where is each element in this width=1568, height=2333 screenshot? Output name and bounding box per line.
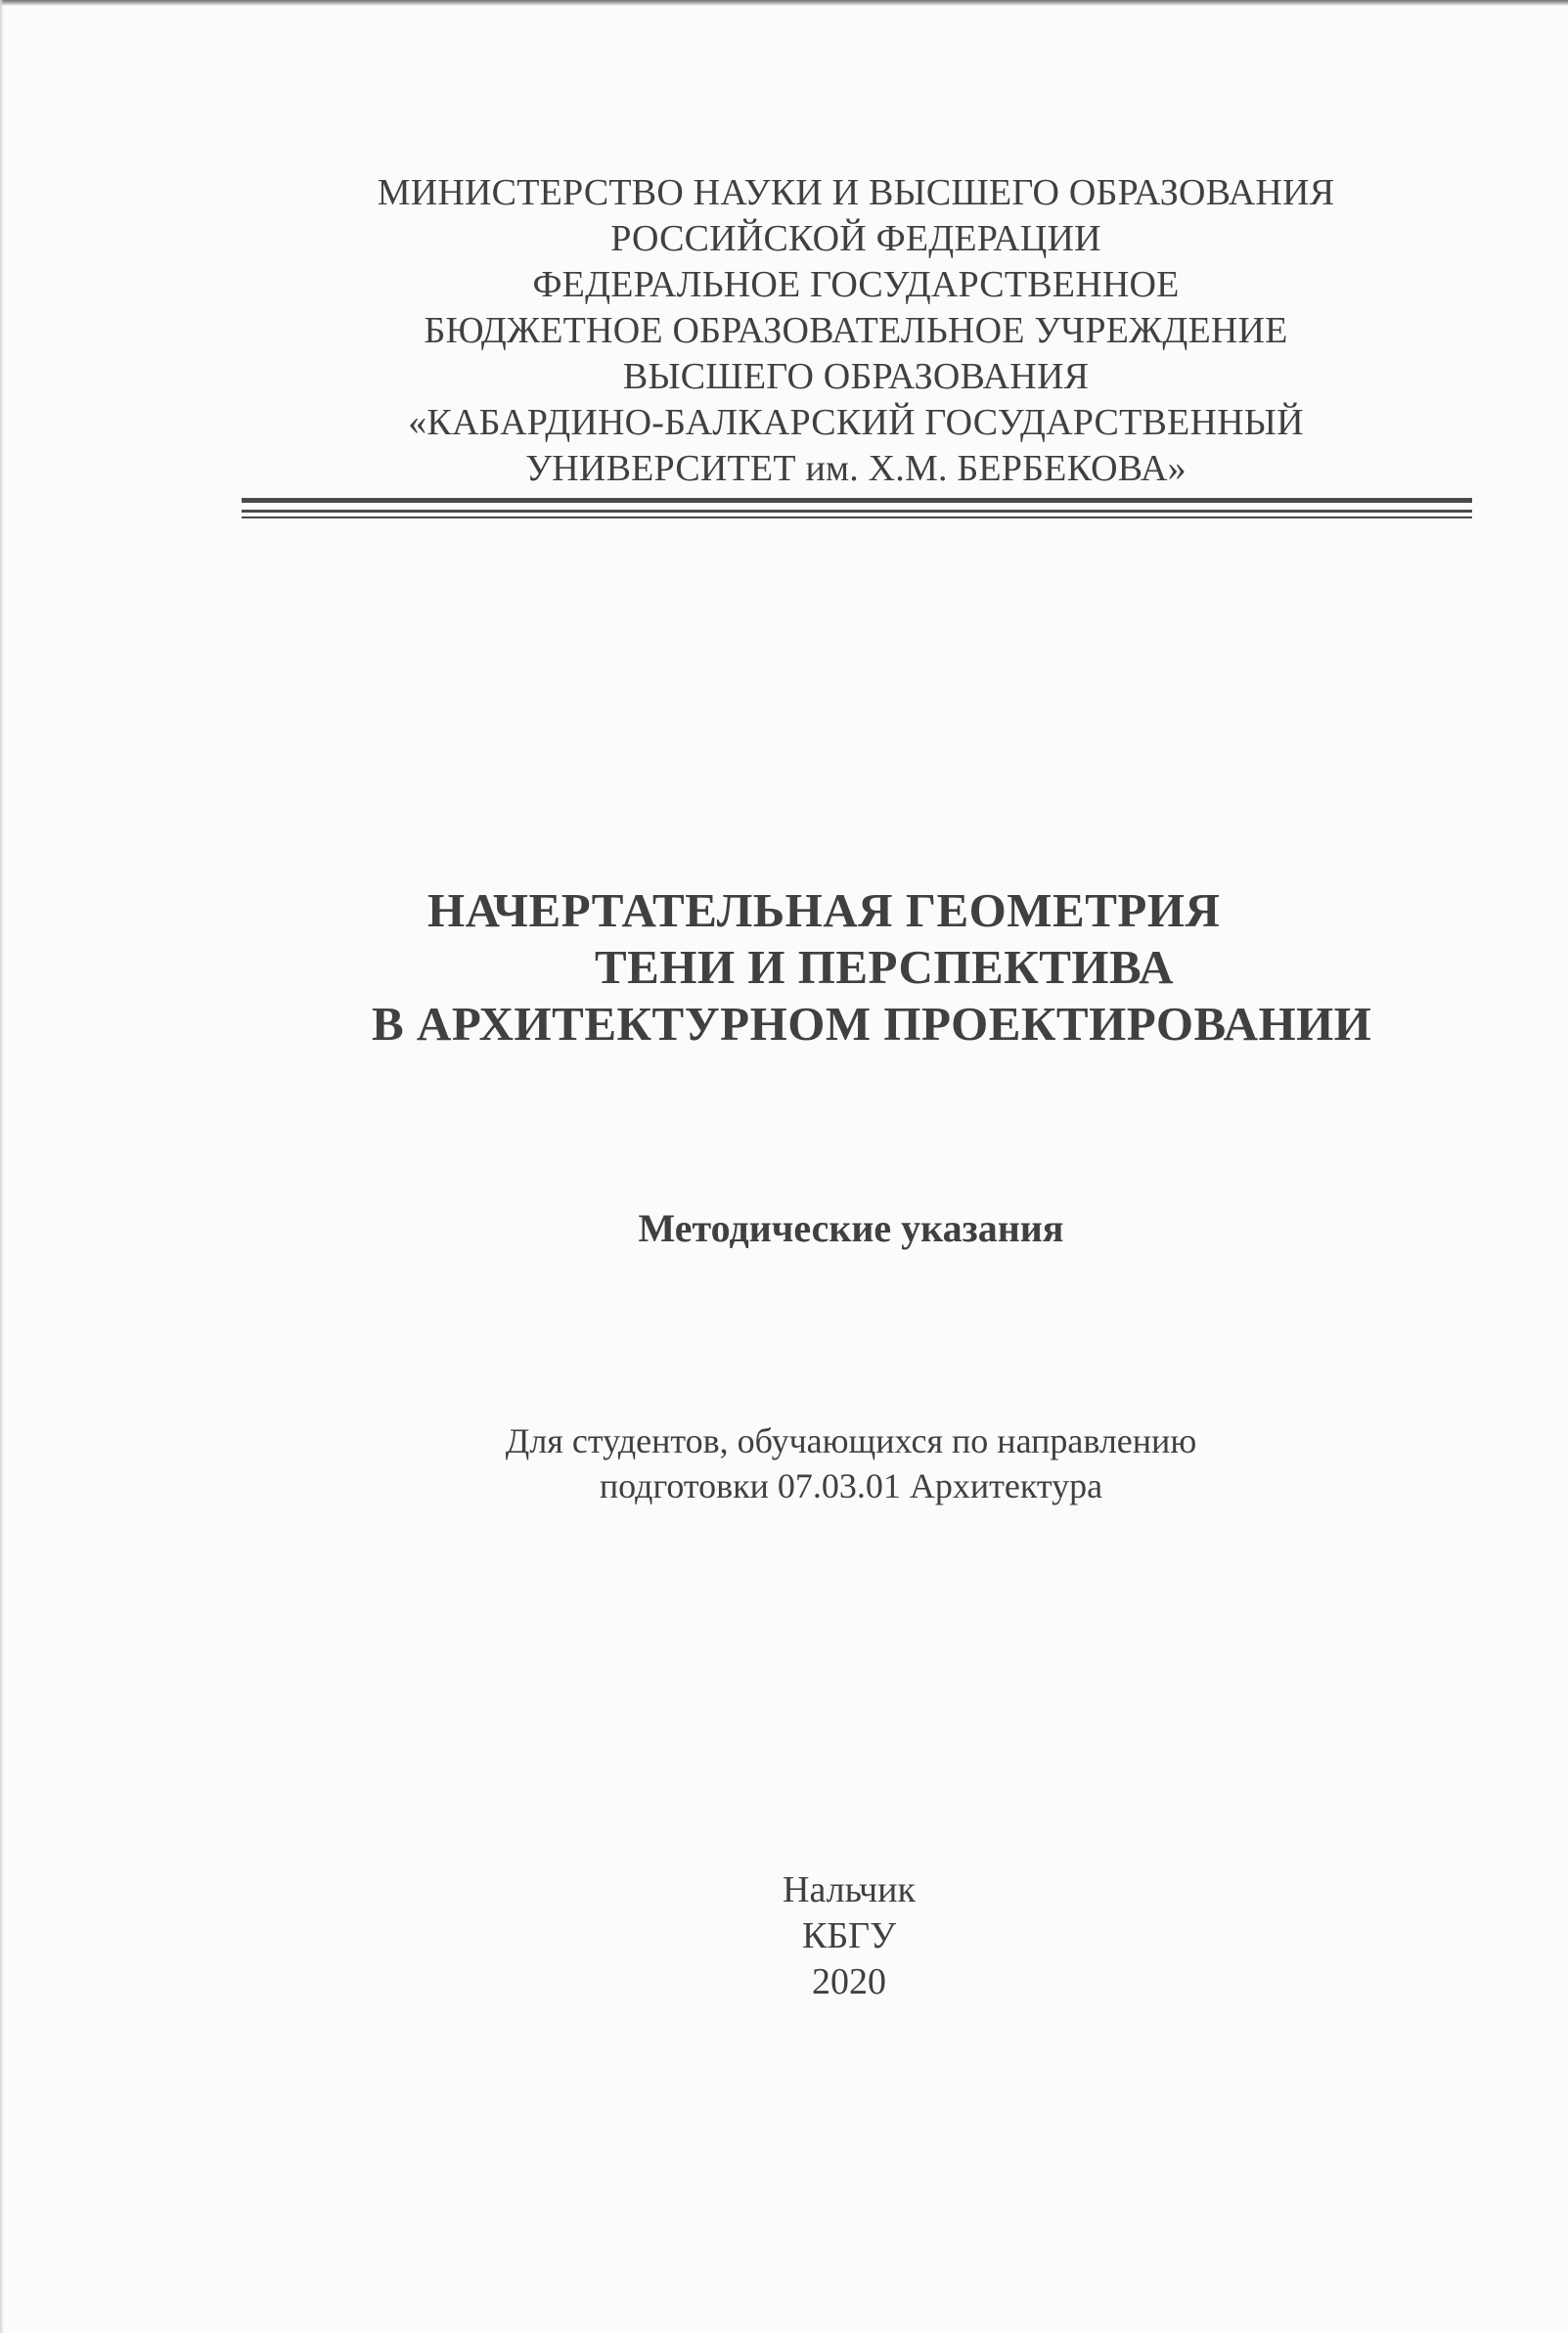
audience-line: подготовки 07.03.01 Архитектура xyxy=(599,1466,1103,1505)
header-line: ВЫСШЕГО ОБРАЗОВАНИЯ xyxy=(622,356,1090,397)
document-title xyxy=(323,882,1457,1053)
header-divider-medium xyxy=(242,510,1472,513)
header-line: «КАБАРДИНО-БАЛКАРСКИЙ ГОСУДАРСТВЕННЫЙ xyxy=(408,402,1304,443)
title-line: ТЕНИ И ПЕРСПЕКТИВА xyxy=(595,940,1175,994)
header-line: БЮДЖЕТНОЕ ОБРАЗОВАТЕЛЬНОЕ УЧРЕЖДЕНИЕ xyxy=(424,310,1288,351)
header-divider-thick xyxy=(242,498,1472,503)
publication-imprint xyxy=(0,1867,1568,2005)
imprint-year: 2020 xyxy=(812,1961,886,2002)
scan-top-edge xyxy=(0,0,1568,6)
header-line: УНИВЕРСИТЕТ им. Х.М. БЕРБЕКОВА» xyxy=(525,448,1187,489)
header-line: МИНИСТЕРСТВО НАУКИ И ВЫСШЕГО ОБРАЗОВАНИЯ xyxy=(377,172,1335,213)
title-line: В АРХИТЕКТУРНОМ ПРОЕКТИРОВАНИИ xyxy=(372,997,1372,1051)
institution-header xyxy=(243,170,1469,492)
document-subtitle: Методические указания xyxy=(638,1206,1064,1250)
imprint-city: Нальчик xyxy=(783,1869,916,1910)
target-audience xyxy=(0,1418,1568,1508)
header-divider-thin xyxy=(242,516,1472,518)
header-line: РОССИЙСКОЙ ФЕДЕРАЦИИ xyxy=(610,218,1101,259)
header-line: ФЕДЕРАЛЬНОЕ ГОСУДАРСТВЕННОЕ xyxy=(532,264,1180,305)
title-line: НАЧЕРТАТЕЛЬНАЯ ГЕОМЕТРИЯ xyxy=(427,883,1221,937)
audience-line: Для студентов, обучающихся по направлению xyxy=(505,1421,1197,1460)
imprint-publisher: КБГУ xyxy=(801,1915,897,1956)
